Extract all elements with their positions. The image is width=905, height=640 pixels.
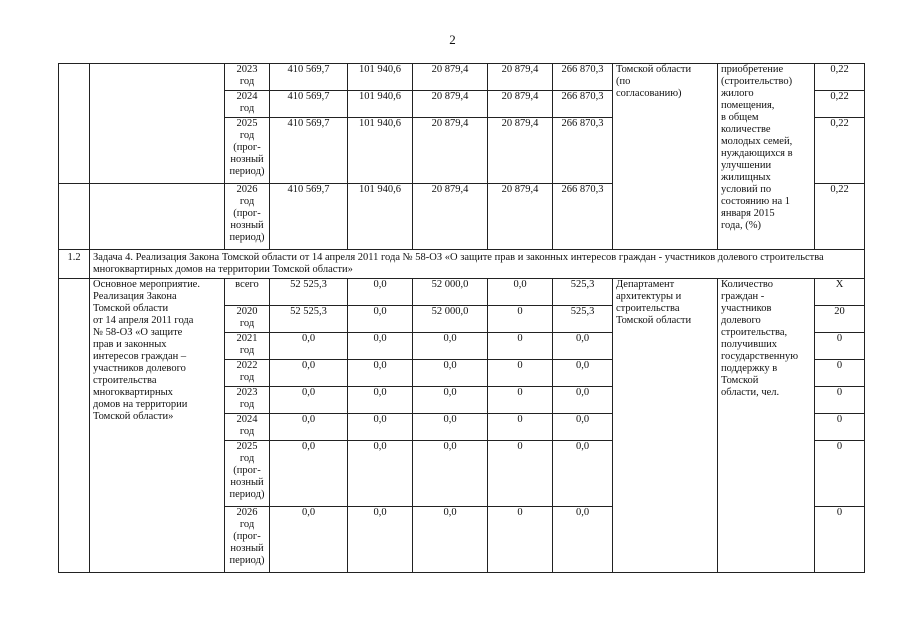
amount-cell: 20 879,4: [488, 91, 553, 118]
amount-cell: 266 870,3: [553, 64, 613, 91]
page-number: 2: [449, 32, 456, 47]
executor-cell: Департамент архитектуры и строительства Томской области: [613, 279, 718, 573]
amount-cell: 0,0: [348, 333, 413, 360]
year-cell: 2025 год (прог- нозный период): [225, 441, 270, 507]
amount-cell: 20 879,4: [488, 118, 553, 184]
amount-cell: 52 000,0: [413, 306, 488, 333]
amount-cell: 0,0: [413, 333, 488, 360]
year-cell: 2023 год: [225, 64, 270, 91]
amount-cell: 0,0: [348, 279, 413, 306]
task-number-cell: 1.2: [59, 250, 90, 279]
year-cell: 2024 год: [225, 91, 270, 118]
amount-cell: 0,0: [270, 507, 348, 573]
amount-cell: 0,0: [348, 507, 413, 573]
indicator-name-cell: приобретение (строительство) жилого помещения, в общем количестве молодых семей, нуждающихся в улучшении жилищных условий по состоянию на 1 января 2015 года, (%): [718, 64, 815, 250]
amount-cell: 0: [488, 441, 553, 507]
amount-cell: 0,0: [270, 360, 348, 387]
amount-cell: 0,0: [413, 360, 488, 387]
executor-cell: Томской области (по согласованию): [613, 64, 718, 250]
indicator-value-cell: 0: [815, 333, 865, 360]
amount-cell: 525,3: [553, 306, 613, 333]
amount-cell: 0,0: [348, 414, 413, 441]
indicator-value-cell: 0,22: [815, 91, 865, 118]
indicator-value-cell: X: [815, 279, 865, 306]
program-table: [58, 63, 865, 573]
indicator-value-cell: 0: [815, 441, 865, 507]
amount-cell: 0,0: [348, 441, 413, 507]
indicator-value-cell: 20: [815, 306, 865, 333]
amount-cell: 0: [488, 387, 553, 414]
amount-cell: 20 879,4: [488, 64, 553, 91]
amount-cell: 266 870,3: [553, 118, 613, 184]
table-row: [59, 64, 865, 91]
amount-cell: 0: [488, 333, 553, 360]
table-bottom-section: [59, 279, 865, 573]
amount-cell: 0: [488, 414, 553, 441]
table-row: [59, 279, 865, 306]
amount-cell: 0,0: [270, 414, 348, 441]
indicator-value-cell: 0,22: [815, 184, 865, 250]
table-top-section: [59, 64, 865, 250]
amount-cell: 0,0: [348, 360, 413, 387]
year-cell: 2026 год (прог- нозный период): [225, 184, 270, 250]
year-cell: 2020 год: [225, 306, 270, 333]
amount-cell: 0,0: [553, 360, 613, 387]
amount-cell: 0,0: [413, 414, 488, 441]
amount-cell: 20 879,4: [488, 184, 553, 250]
amount-cell: 0,0: [413, 387, 488, 414]
amount-cell: 0,0: [553, 387, 613, 414]
table-task-section: [59, 250, 865, 279]
amount-cell: 101 940,6: [348, 118, 413, 184]
amount-cell: 525,3: [553, 279, 613, 306]
amount-cell: 20 879,4: [413, 91, 488, 118]
indicator-value-cell: 0,22: [815, 118, 865, 184]
amount-cell: 101 940,6: [348, 64, 413, 91]
amount-cell: 52 525,3: [270, 279, 348, 306]
indicator-value-cell: 0,22: [815, 64, 865, 91]
year-cell: 2021 год: [225, 333, 270, 360]
year-cell: 2025 год (прог- нозный период): [225, 118, 270, 184]
amount-cell: 0,0: [553, 414, 613, 441]
amount-cell: 410 569,7: [270, 118, 348, 184]
amount-cell: 20 879,4: [413, 184, 488, 250]
year-cell: 2026 год (прог- нозный период): [225, 507, 270, 573]
task-row: [59, 250, 865, 279]
year-cell: 2024 год: [225, 414, 270, 441]
row-number-cell: [59, 279, 90, 573]
year-cell: 2022 год: [225, 360, 270, 387]
amount-cell: 410 569,7: [270, 91, 348, 118]
amount-cell: 0: [488, 306, 553, 333]
amount-cell: 0,0: [488, 279, 553, 306]
amount-cell: 0,0: [553, 441, 613, 507]
row-number-cell: [59, 64, 90, 184]
amount-cell: 52 525,3: [270, 306, 348, 333]
amount-cell: 20 879,4: [413, 64, 488, 91]
amount-cell: 266 870,3: [553, 91, 613, 118]
amount-cell: 0,0: [348, 387, 413, 414]
amount-cell: 0: [488, 507, 553, 573]
amount-cell: 52 000,0: [413, 279, 488, 306]
amount-cell: 0,0: [413, 441, 488, 507]
amount-cell: 101 940,6: [348, 91, 413, 118]
indicator-value-cell: 0: [815, 414, 865, 441]
amount-cell: 0,0: [348, 306, 413, 333]
measure-name-cell: [90, 184, 225, 250]
amount-cell: 0,0: [553, 507, 613, 573]
amount-cell: 410 569,7: [270, 64, 348, 91]
year-cell: всего: [225, 279, 270, 306]
amount-cell: 0,0: [553, 333, 613, 360]
measure-name-cell: Основное мероприятие. Реализация Закона Томской области от 14 апреля 2011 года № 58-ОЗ «О защите прав и законных интересов граждан – участников долевого строительства многоквартирных домов на территории Томской области»: [90, 279, 225, 573]
indicator-value-cell: 0: [815, 387, 865, 414]
amount-cell: 0: [488, 360, 553, 387]
amount-cell: 0,0: [270, 387, 348, 414]
indicator-value-cell: 0: [815, 360, 865, 387]
task-title-cell: Задача 4. Реализация Закона Томской области от 14 апреля 2011 года № 58-ОЗ «О защите прав и законных интересов граждан - участников долевого строительства многоквартирных домов на территории Томской области»: [90, 250, 865, 279]
row-number-cell: [59, 184, 90, 250]
amount-cell: 0,0: [413, 507, 488, 573]
measure-name-cell: [90, 64, 225, 184]
year-cell: 2023 год: [225, 387, 270, 414]
indicator-value-cell: 0: [815, 507, 865, 573]
amount-cell: 410 569,7: [270, 184, 348, 250]
indicator-name-cell: Количество граждан - участников долевого строительства, получивших государственную поддержку в Томской области, чел.: [718, 279, 815, 573]
amount-cell: 0,0: [270, 333, 348, 360]
amount-cell: 0,0: [270, 441, 348, 507]
amount-cell: 20 879,4: [413, 118, 488, 184]
amount-cell: 101 940,6: [348, 184, 413, 250]
amount-cell: 266 870,3: [553, 184, 613, 250]
